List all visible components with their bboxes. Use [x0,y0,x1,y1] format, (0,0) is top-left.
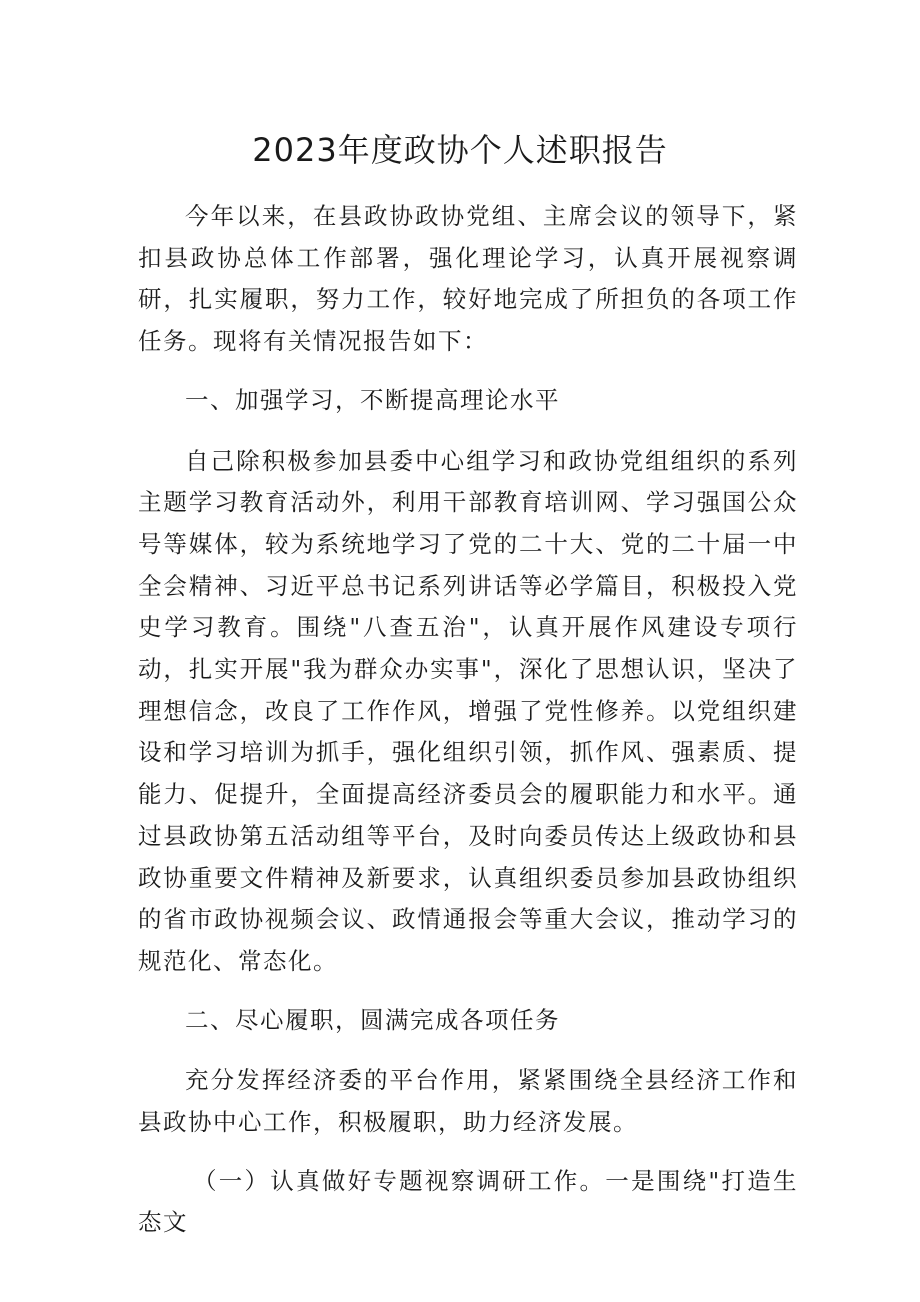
paragraph-duties: 充分发挥经济委的平台作用，紧紧围绕全县经济工作和县政协中心工作，积极履职，助力经济发展。 [138,1066,798,1137]
section-heading-1: 一、加强学习，不断提高理论水平 [185,385,560,414]
paragraph-intro: 今年以来，在县政协政协党组、主席会议的领导下，紧扣县政协总体工作部署，强化理论学习，认真开展视察调研，扎实履职，努力工作，较好地完成了所担负的各项工作任务。现将有关情况报告如下： [138,202,798,356]
paragraph-subsection-1: （一）认真做好专题视察调研工作。一是围绕"打造生态文 [138,1166,798,1237]
paragraph-study: 自己除积极参加县委中心组学习和政协党组组织的系列主题学习教育活动外，利用干部教育培训网、学习强国公众号等媒体，较为系统地学习了党的二十大、党的二十届一中全会精神、习近平总书记系列讲话等必学篇目，积极投入党史学习教育。围绕"八查五治"，认真开展作风建设专项行动，扎实开展"我为群众办实事"，深化了思想认识，坚决了理想信念，改良了工作作风，增强了党性修养。以党组织建设和学习培训为抓手，强化组织引领，抓作风、强素质、提能力、促提升，全面提高经济委员会的履职能力和水平。通过县政协第五活动组等平台，及时向委员传达上级政协和县政协重要文件精神及新要求，认真组织委员参加县政协组织的省市政协视频会议、政情通报会等重大会议，推动学习的规范化、常态化。 [138,446,798,975]
document-title: 2023年度政协个人述职报告 [252,131,668,169]
section-heading-2: 二、尽心履职，圆满完成各项任务 [185,1005,560,1034]
document-body [138,196,798,1261]
